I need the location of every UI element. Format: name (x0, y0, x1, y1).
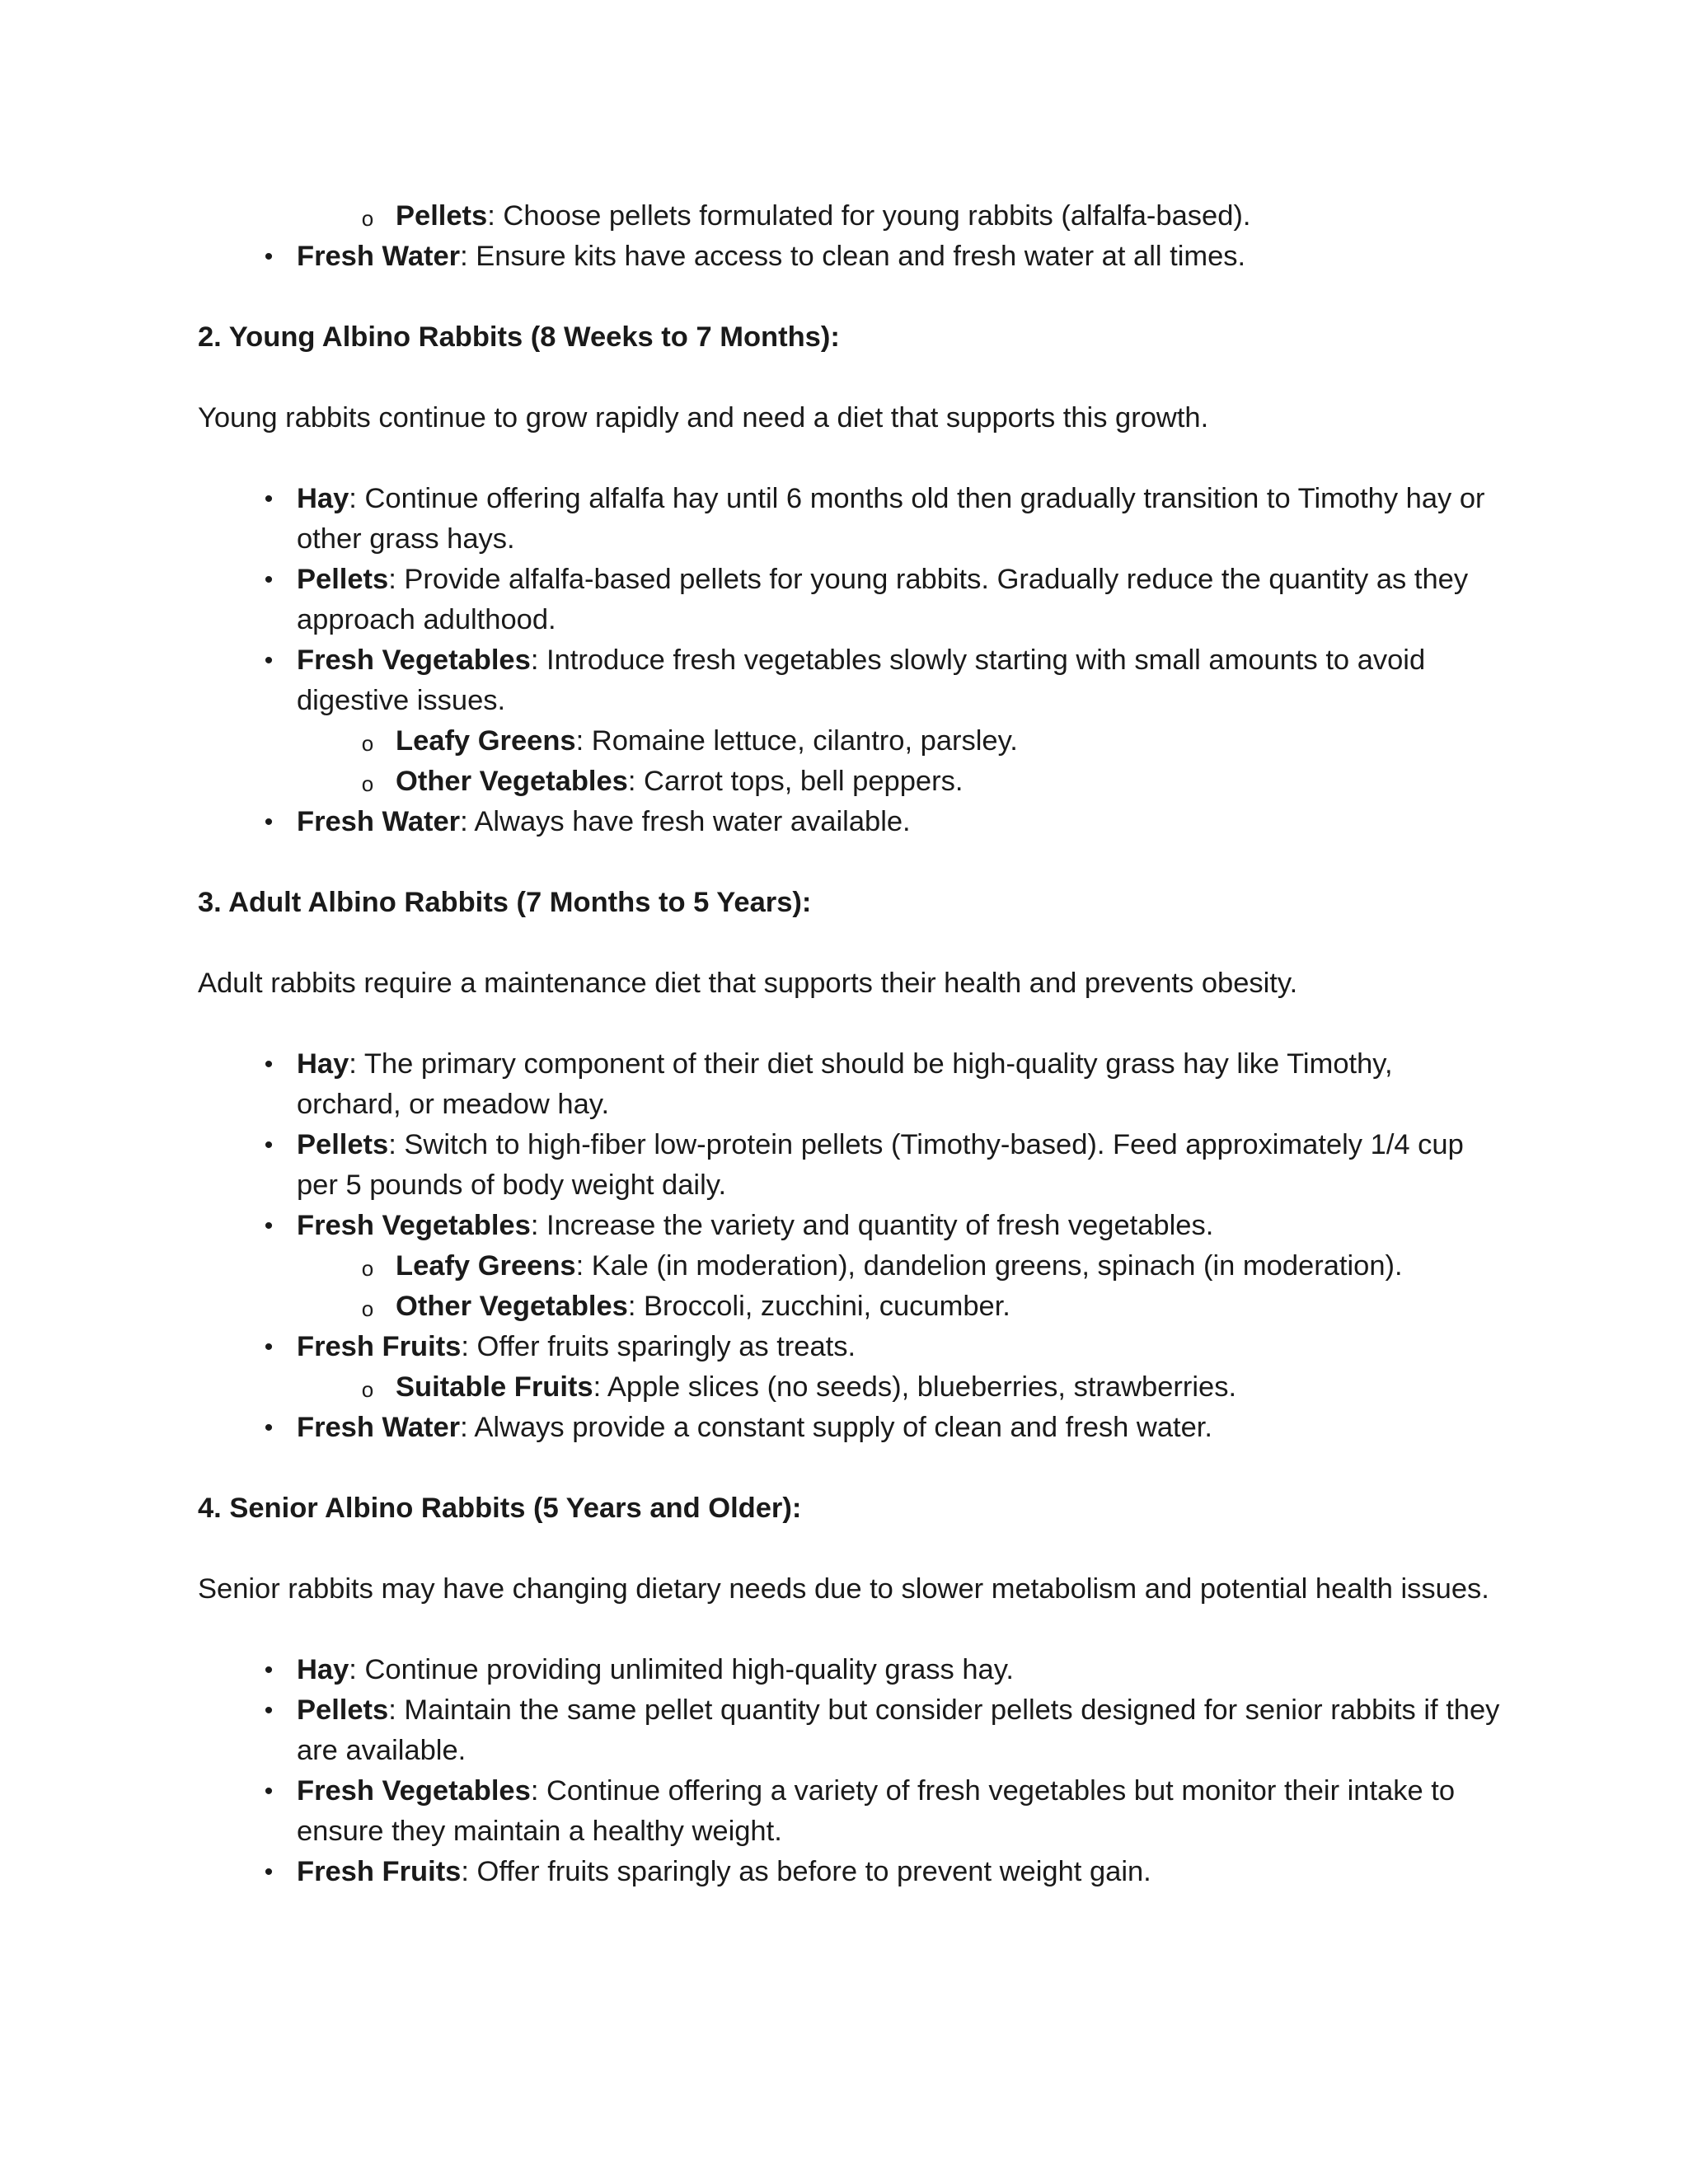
bullet: • (264, 1657, 274, 1684)
list-item (198, 1286, 1500, 1327)
item-text: : Always have fresh water available. (460, 806, 911, 837)
list-item (198, 479, 1500, 560)
sub-bullet: o (361, 1256, 374, 1281)
bullet: • (264, 1212, 274, 1240)
item-text: : Switch to high-fiber low-protein pellets (Timothy-based). Feed approximately 1/4 cup per 5 pounds of body weight daily. (297, 1129, 1464, 1201)
sub-bullet: o (361, 731, 374, 756)
item-term: Leafy Greens (396, 1250, 576, 1282)
section-intro: Young rabbits continue to grow rapidly and need a diet that supports this growth. (198, 402, 1209, 434)
item-text: : Continue providing unlimited high-quality grass hay. (349, 1654, 1015, 1685)
list-item (198, 1125, 1500, 1206)
section-heading: 3. Adult Albino Rabbits (7 Months to 5 Years): (198, 887, 812, 918)
list-item (198, 762, 1500, 802)
item-term: Fresh Fruits (297, 1856, 462, 1887)
item-term: Other Vegetables (396, 1291, 628, 1322)
list-item (198, 1206, 1500, 1246)
item-text: : Continue offering a variety of fresh vegetables but monitor their intake to ensure they maintain a healthy weight. (297, 1775, 1456, 1847)
list-item (198, 721, 1500, 762)
item-text: : Offer fruits sparingly as treats. (461, 1331, 856, 1362)
item-text: : Choose pellets formulated for young rabbits (alfalfa-based). (487, 200, 1251, 232)
list-item (198, 1327, 1500, 1367)
item-text: : Provide alfalfa-based pellets for young rabbits. Gradually reduce the quantity as they approach adulthood. (297, 564, 1469, 635)
list-item (198, 1650, 1500, 1690)
item-term: Hay (297, 1048, 349, 1080)
sub-bullet: o (361, 1377, 374, 1402)
bullet: • (264, 1697, 274, 1724)
item-text: : Always provide a constant supply of clean and fresh water. (460, 1412, 1212, 1443)
item-text: : Carrot tops, bell peppers. (627, 766, 964, 797)
item-text: : The primary component of their diet should be high-quality grass hay like Timothy, orchard, or meadow hay. (297, 1048, 1393, 1120)
item-term: Hay (297, 1654, 349, 1685)
bullet: • (264, 1414, 274, 1441)
item-text: : Apple slices (no seeds), blueberries, strawberries. (593, 1371, 1237, 1403)
item-text: : Continue offering alfalfa hay until 6 months old then gradually transition to Timothy hay or other grass hays. (297, 483, 1485, 555)
sub-bullet: o (361, 771, 374, 796)
bullet: • (264, 485, 274, 513)
list-item (198, 560, 1500, 640)
bullet: • (264, 566, 274, 593)
bullet: • (264, 1778, 274, 1805)
section-intro: Senior rabbits may have changing dietary needs due to slower metabolism and potential health issues. (198, 1573, 1489, 1605)
document-page (198, 196, 1500, 1892)
list-item (198, 640, 1500, 721)
item-term: Fresh Vegetables (297, 644, 531, 676)
item-term: Fresh Fruits (297, 1331, 462, 1362)
item-term: Pellets (297, 564, 389, 595)
item-term: Suitable Fruits (396, 1371, 593, 1403)
sub-bullet: o (361, 206, 374, 231)
item-term: Fresh Vegetables (297, 1775, 531, 1807)
list-item (198, 1246, 1500, 1286)
list-item (198, 1044, 1500, 1125)
list-item (198, 802, 1500, 842)
item-text: : Kale (in moderation), dandelion greens, spinach (in moderation). (575, 1250, 1403, 1282)
item-text: : Romaine lettuce, cilantro, parsley. (575, 725, 1018, 757)
item-term: Pellets (297, 1694, 389, 1726)
bullet: • (264, 1858, 274, 1886)
sub-bullet: o (361, 1296, 374, 1321)
bullet: • (264, 1132, 274, 1159)
list-item (198, 1367, 1500, 1408)
item-text: : Ensure kits have access to clean and fresh water at all times. (460, 241, 1246, 272)
item-text: : Broccoli, zucchini, cucumber. (627, 1291, 1010, 1322)
item-text: : Maintain the same pellet quantity but consider pellets designed for senior rabbits if they are available. (297, 1694, 1500, 1766)
section-heading: 4. Senior Albino Rabbits (5 Years and Older): (198, 1493, 802, 1524)
item-term: Pellets (396, 200, 488, 232)
bullet: • (264, 808, 274, 836)
item-term: Fresh Water (297, 806, 461, 837)
bullet: • (264, 1333, 274, 1361)
item-text: : Increase the variety and quantity of fresh vegetables. (530, 1210, 1214, 1241)
bullet: • (264, 1051, 274, 1078)
section-heading: 2. Young Albino Rabbits (8 Weeks to 7 Months): (198, 321, 840, 353)
list-item (198, 1771, 1500, 1852)
item-term: Fresh Vegetables (297, 1210, 531, 1241)
list-item (198, 1408, 1500, 1448)
item-term: Other Vegetables (396, 766, 628, 797)
bullet: • (264, 647, 274, 674)
item-text: : Offer fruits sparingly as before to prevent weight gain. (461, 1856, 1151, 1887)
item-term: Fresh Water (297, 1412, 461, 1443)
section-intro: Adult rabbits require a maintenance diet that supports their health and prevents obesity. (198, 968, 1298, 999)
list-item (198, 237, 1500, 277)
list-item (198, 196, 1500, 237)
bullet: • (264, 243, 274, 270)
item-term: Hay (297, 483, 349, 514)
item-term: Leafy Greens (396, 725, 576, 757)
list-item (198, 1852, 1500, 1892)
item-term: Pellets (297, 1129, 389, 1160)
item-text: : Introduce fresh vegetables slowly starting with small amounts to avoid digestive issues. (297, 644, 1426, 716)
item-term: Fresh Water (297, 241, 461, 272)
list-item (198, 1690, 1500, 1771)
